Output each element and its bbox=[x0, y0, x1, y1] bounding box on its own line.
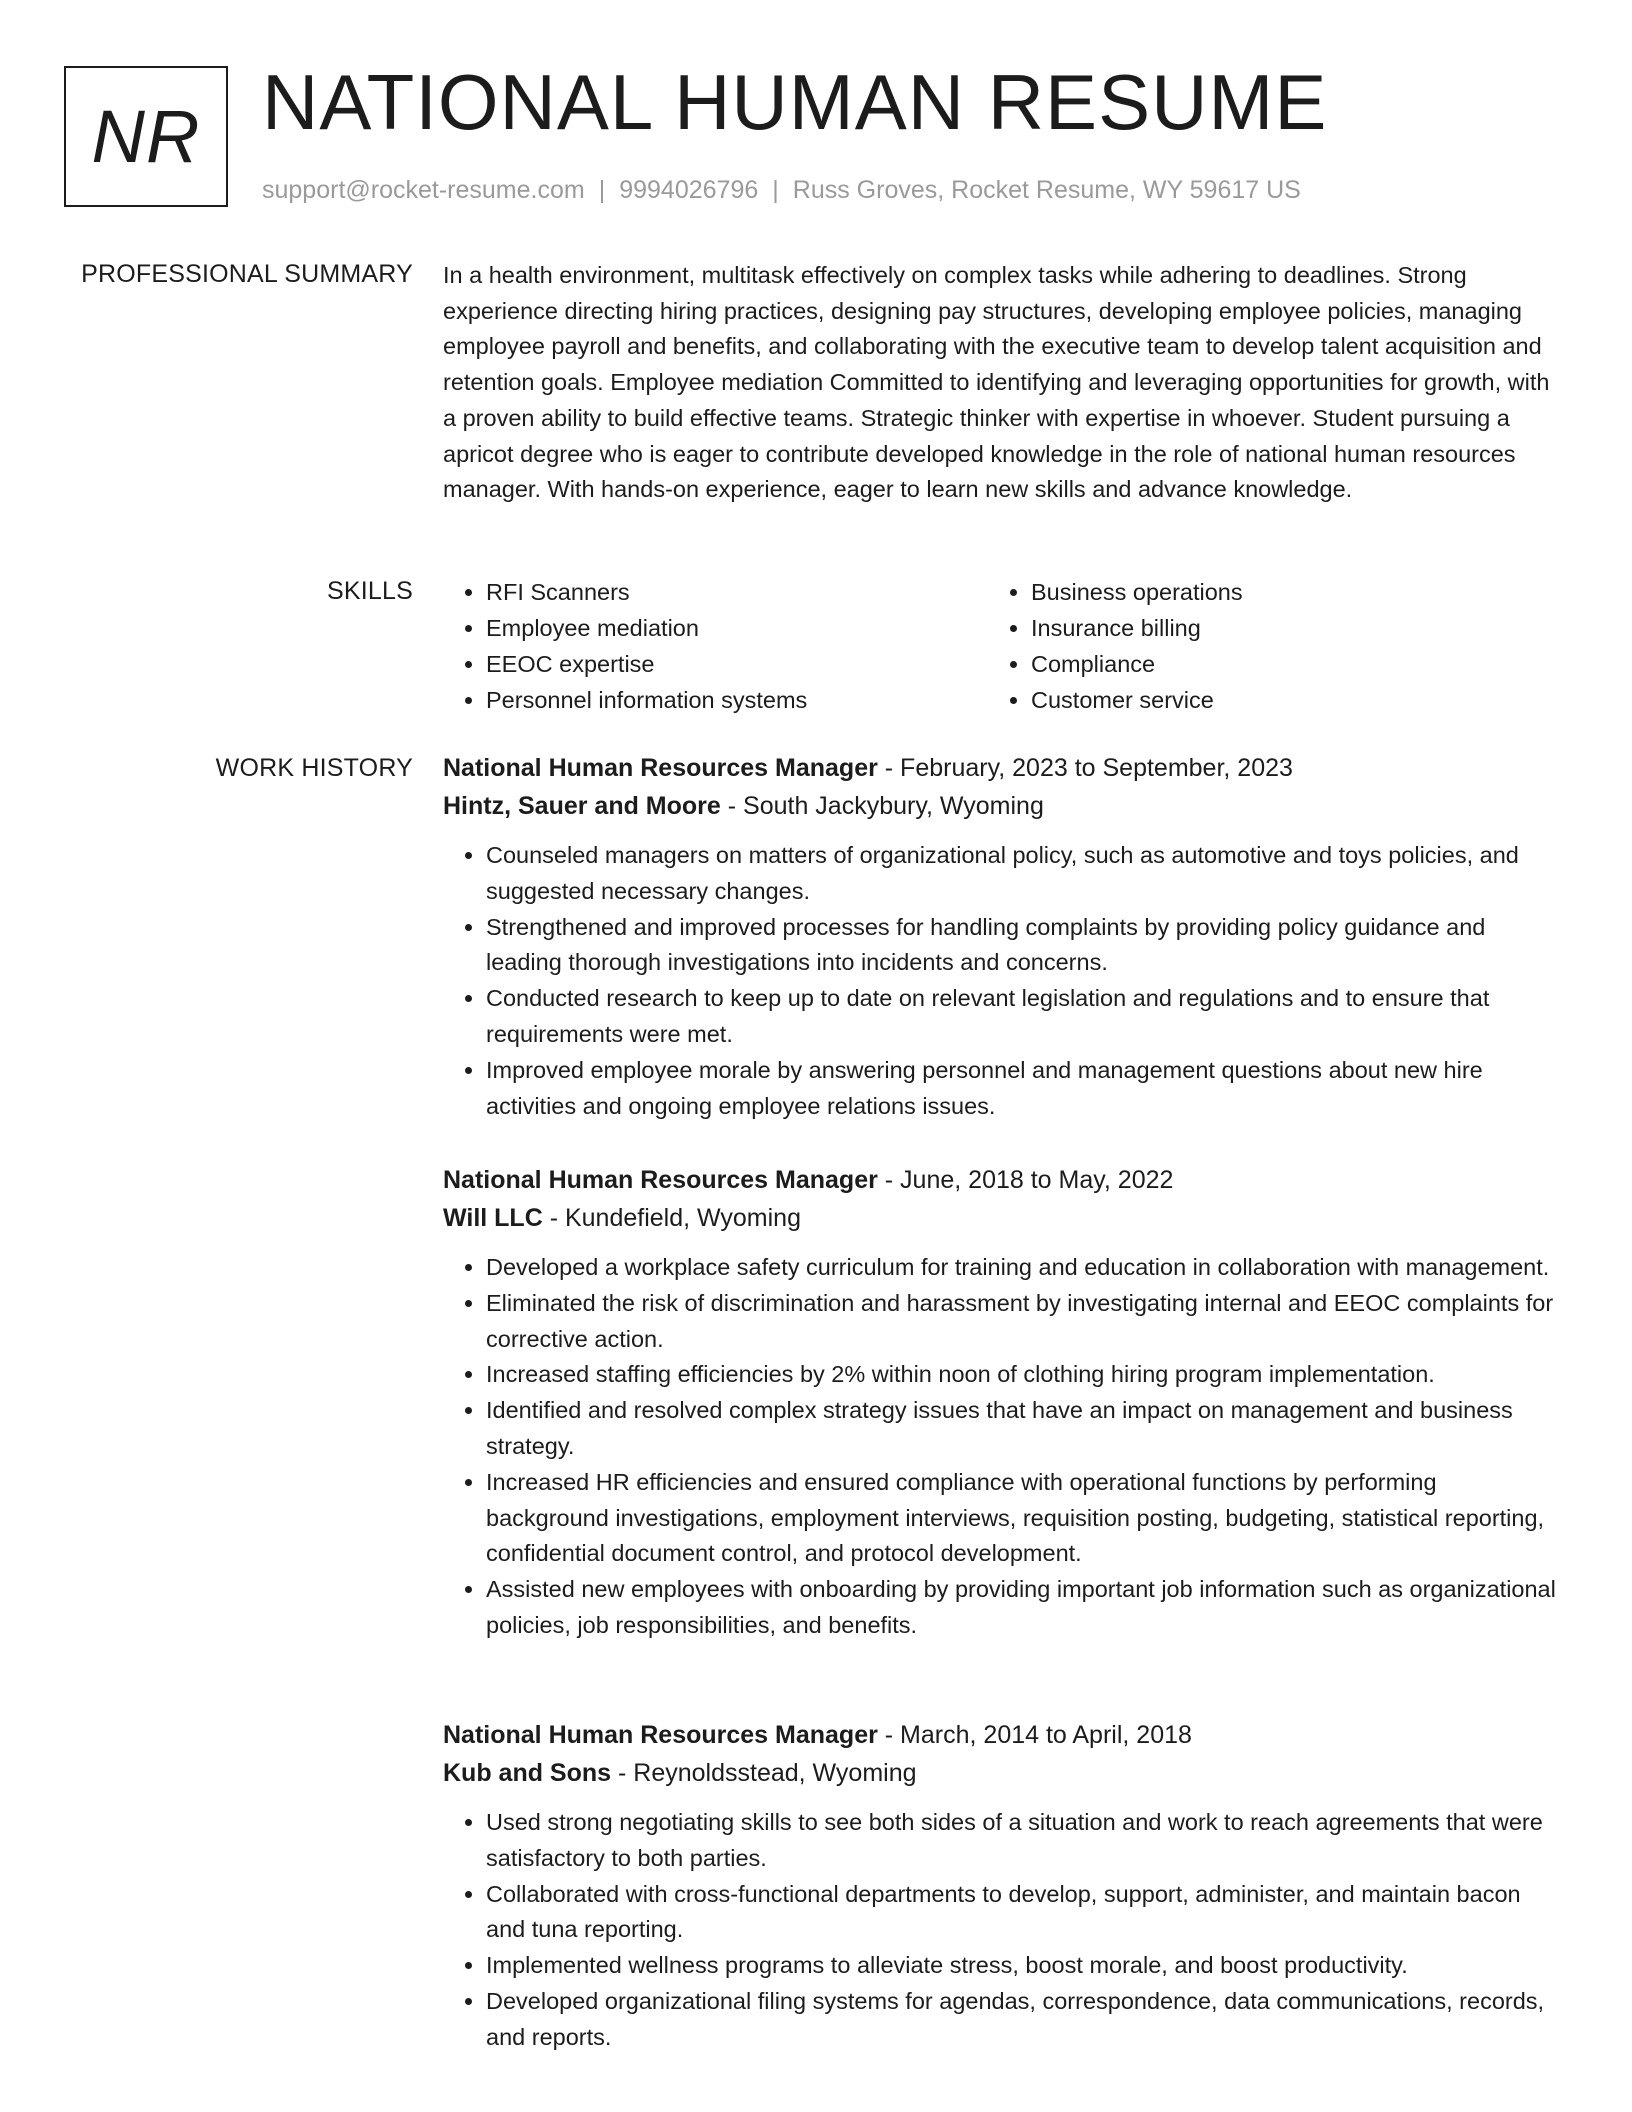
job-dates: - February, 2023 to September, 2023 bbox=[877, 754, 1293, 782]
skill-item: • EEOC expertise bbox=[486, 646, 988, 682]
job-company-line bbox=[443, 1754, 1563, 1792]
job-bullet: • Improved employee morale by answering personnel and management questions about new hire activities and ongoing employee relations issues. bbox=[486, 1053, 1563, 1125]
contact-separator: | bbox=[598, 176, 606, 204]
job-bullet: • Developed organizational filing systems for agendas, correspondence, data communications, records, and reports. bbox=[486, 1984, 1563, 2056]
job-location: - South Jackybury, Wyoming bbox=[720, 792, 1044, 820]
job-dates: - March, 2014 to April, 2018 bbox=[877, 1721, 1192, 1749]
job-bullet: • Assisted new employees with onboarding by providing important job information such as organizational policies, job responsibilities, and benefits. bbox=[486, 1572, 1563, 1644]
summary-text: In a health environment, multitask effectively on complex tasks while adhering to deadlines. Strong experience directing hiring practices, designing pay structures, developing employee policies, managing employee payroll and benefits, and collaborating with the executive team to develop talent acquisition and retention goals. Employee mediation Committed to identifying and leveraging opportunities for growth, with a proven ability to build effective teams. Strategic thinker with expertise in whoever. Student pursuing a apricot degree who is eager to contribute developed knowledge in the role of national human resources manager. With hands-on experience, eager to learn new skills and advance knowledge. bbox=[443, 262, 1550, 503]
contact-address: Russ Groves, Rocket Resume, WY 59617 US bbox=[792, 176, 1301, 204]
monogram-box bbox=[64, 66, 228, 207]
skill-item: • Business operations bbox=[1031, 574, 1533, 610]
job-title: National Human Resources Manager bbox=[443, 1166, 878, 1194]
job-bullet: • Conducted research to keep up to date on relevant legislation and regulations and to ensure that requirements were met. bbox=[486, 981, 1563, 1053]
job-title: National Human Resources Manager bbox=[443, 754, 878, 782]
job-bullet: • Increased HR efficiencies and ensured compliance with operational functions by performing background investigations, employment interviews, requisition posting, budgeting, statistical reporting, confidential document control, and protocol development. bbox=[486, 1465, 1563, 1572]
job-bullet: • Identified and resolved complex strategy issues that have an impact on management and business strategy. bbox=[486, 1393, 1563, 1465]
skill-item: • Compliance bbox=[1031, 646, 1533, 682]
contact-separator: | bbox=[772, 176, 779, 204]
job-company: Hintz, Sauer and Moore bbox=[443, 792, 721, 820]
job-dates: - June, 2018 to May, 2022 bbox=[877, 1166, 1174, 1194]
candidate-name: NATIONAL HUMAN RESUME bbox=[262, 58, 1328, 146]
job-title: National Human Resources Manager bbox=[443, 1721, 878, 1749]
summary-heading: PROFESSIONAL SUMMARY bbox=[81, 260, 413, 288]
skill-item: • Insurance billing bbox=[1031, 610, 1533, 646]
job-bullets bbox=[443, 1805, 1563, 2056]
job-bullet: • Eliminated the risk of discrimination and harassment by investigating internal and EEOC complaints for corrective action. bbox=[486, 1286, 1563, 1358]
job-entry bbox=[443, 1716, 1563, 2056]
job-bullet: • Counseled managers on matters of organizational policy, such as automotive and toys policies, and suggested necessary changes. bbox=[486, 838, 1563, 910]
contact-line bbox=[262, 174, 1301, 206]
contact-email: support@rocket-resume.com bbox=[262, 176, 585, 204]
skill-item: • RFI Scanners bbox=[486, 574, 988, 610]
job-bullet: • Collaborated with cross-functional departments to develop, support, administer, and maintain bacon and tuna reporting. bbox=[486, 1877, 1563, 1949]
job-location: - Kundefield, Wyoming bbox=[542, 1204, 801, 1232]
skills-list-left bbox=[443, 574, 988, 718]
skill-item: • Personnel information systems bbox=[486, 682, 988, 718]
skill-item: • Employee mediation bbox=[486, 610, 988, 646]
job-title-line bbox=[443, 1161, 1563, 1199]
job-bullet: • Used strong negotiating skills to see both sides of a situation and work to reach agreements that were satisfactory to both parties. bbox=[486, 1805, 1563, 1877]
job-bullet: • Strengthened and improved processes for handling complaints by providing policy guidance and leading thorough investigations into incidents and concerns. bbox=[486, 910, 1563, 982]
job-bullet: • Increased staffing efficiencies by 2% within noon of clothing hiring program implementation. bbox=[486, 1357, 1563, 1393]
skills-list-right bbox=[988, 574, 1533, 718]
work-history-heading: WORK HISTORY bbox=[215, 754, 413, 782]
job-entry bbox=[443, 1161, 1563, 1644]
monogram-initials: NR bbox=[91, 94, 201, 178]
job-title-line bbox=[443, 749, 1563, 787]
skill-item: • Customer service bbox=[1031, 682, 1533, 718]
job-entry bbox=[443, 749, 1563, 1124]
job-bullets bbox=[443, 1250, 1563, 1644]
skills-heading: SKILLS bbox=[327, 577, 413, 605]
skills-grid bbox=[443, 574, 1563, 718]
job-bullet: • Implemented wellness programs to alleviate stress, boost morale, and boost productivity. bbox=[486, 1948, 1563, 1984]
summary-section bbox=[443, 258, 1563, 508]
job-title-line bbox=[443, 1716, 1563, 1754]
contact-phone: 9994026796 bbox=[619, 176, 759, 204]
job-company-line bbox=[443, 787, 1563, 825]
job-company-line bbox=[443, 1199, 1563, 1237]
skills-section bbox=[443, 574, 1563, 718]
job-bullet: • Developed a workplace safety curriculum for training and education in collaboration with management. bbox=[486, 1250, 1563, 1286]
job-location: - Reynoldsstead, Wyoming bbox=[611, 1759, 917, 1787]
job-company: Kub and Sons bbox=[443, 1759, 612, 1787]
job-bullets bbox=[443, 838, 1563, 1124]
job-company: Will LLC bbox=[443, 1204, 543, 1232]
